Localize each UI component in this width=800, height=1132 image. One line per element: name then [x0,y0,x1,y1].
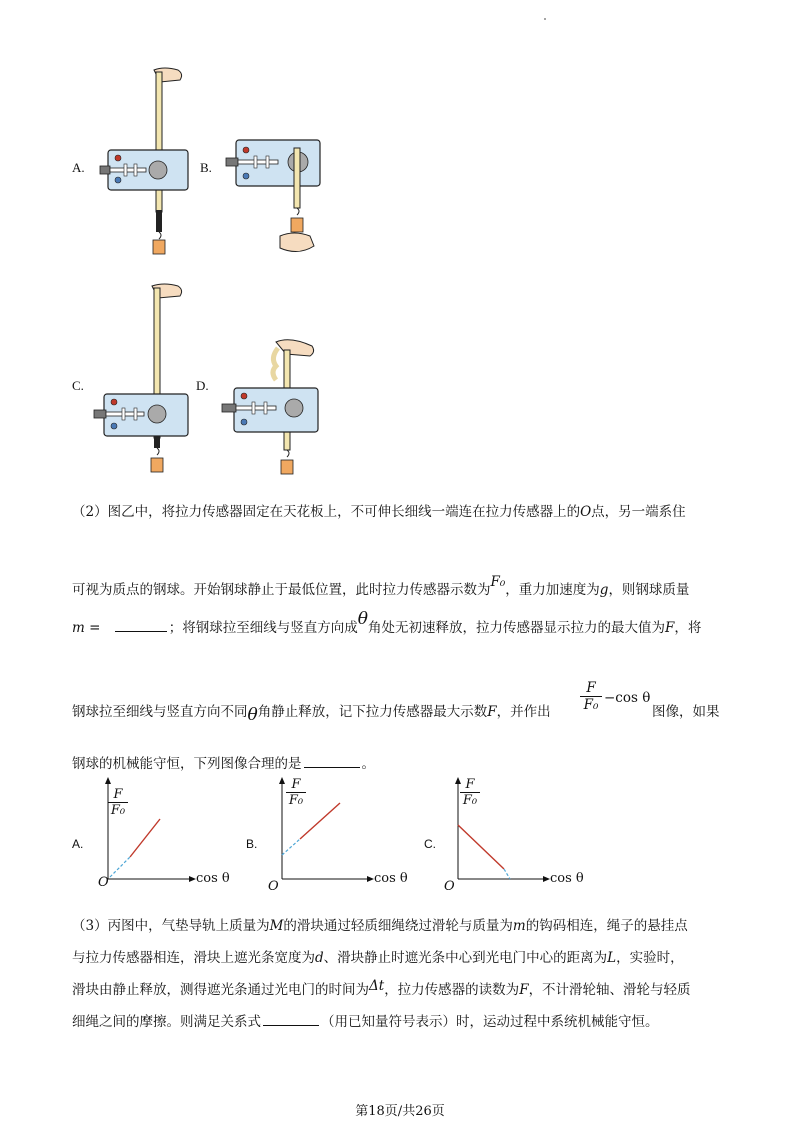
weight-icon [151,458,163,472]
graph-axes [102,775,198,885]
minus-cos-theta: −cos θ [604,690,651,706]
text: 的滑块通过轻质细绳绕过滑轮与质量为 [283,918,513,934]
part3-line-2 [72,946,684,966]
x-axis-label: cos θ [550,871,584,886]
text: ，实验时， [616,950,684,966]
text: 点，另一端系住 [591,504,686,520]
graph-option-b [246,775,436,895]
apparatus-b-figure [224,128,334,263]
var-m: m [512,918,526,934]
part3-line-1 [72,914,688,934]
origin-label: O [268,879,279,894]
var-big-m: M [269,918,284,934]
hand-icon [280,233,314,252]
graph-axes [276,775,376,887]
text: 。 [361,756,375,772]
var-l: L [607,950,617,966]
origin-label: O [444,879,455,894]
y-numerator: F [291,777,301,792]
text: ，将 [674,620,702,636]
text: = [84,620,101,636]
var-g: g [599,582,609,598]
var-f: F [664,620,675,636]
var-theta: θ [247,705,258,725]
text: ，不计滑轮轴、滑轮与轻质 [528,982,691,998]
option-label-c: C. [72,378,84,393]
part2-line-5 [72,752,375,772]
var-d: d [315,950,324,966]
text: 滑块由静止释放，测得遮光条通过光电门的时间为 [72,982,369,998]
text: ，拉力传感器的读数为 [384,982,520,998]
text: ；将钢球拉至细线与竖直方向成 [168,620,358,636]
x-axis-label: cos θ [374,871,408,886]
graph-option-c [424,775,624,895]
text: 与拉力传感器相连，滑块上遮光条宽度为 [72,950,315,966]
y-denominator: F₀ [108,802,128,818]
text: 可视为质点的钢球。开始钢球静止于最低位置，此时拉力传感器示数为 [72,582,491,598]
text: （3）丙图中，气垫导轨上质量为 [72,918,270,934]
graph-axes [452,775,552,887]
part3-line-4 [72,1010,659,1030]
text: 细绳之间的摩擦。则满足关系式 [72,1014,261,1030]
apparatus-a-figure [96,60,196,260]
answer-blank-mass[interactable] [115,617,167,632]
fraction-numerator: F [586,680,596,696]
option-label-b: B. [200,160,212,175]
text: 角静止释放，记下拉力传感器最大示数 [257,704,488,720]
graph-label: C. [424,837,436,851]
text: ，则钢球质量 [608,582,690,598]
text: 钢球的机械能守恒，下列图像合理的是 [72,756,302,772]
option-label-a: A. [72,160,85,175]
weight-icon [153,240,165,254]
origin-label: O [98,875,109,890]
var-o: O [580,504,592,520]
option-label-d: D. [196,378,209,393]
var-m: m [72,620,85,636]
text: 图像，如果 [652,704,720,720]
x-axis-label: cos θ [196,871,230,886]
var-f0: F₀ [490,574,506,590]
graph-option-a [72,775,252,895]
text: ，并作出 [496,704,551,720]
weight-icon [291,218,303,232]
part2-line-2 [72,574,690,598]
y-numerator: F [465,777,475,792]
answer-blank-graph[interactable] [304,753,360,768]
y-denominator: F₀ [460,792,480,808]
part2-line-1 [72,500,686,520]
apparatus-c-figure [92,276,202,481]
weight-icon [281,460,293,474]
apparatus-d-figure [218,336,328,481]
var-f: F [519,982,529,998]
text: 角处无初速释放，拉力传感器显示拉力的最大值为 [367,620,665,636]
stray-dot [544,18,546,20]
text: 的钩码相连，绳子的悬挂点 [525,918,688,934]
text: （2）图乙中，将拉力传感器固定在天花板上，不可伸长细线一端连在拉力传感器上的 [72,504,581,520]
page-footer: 第18页/共26页 [355,1104,445,1119]
answer-blank-relation[interactable] [263,1011,319,1026]
part2-line-3 [72,609,702,637]
y-numerator: F [113,787,123,802]
y-denominator: F₀ [286,792,306,808]
var-f: F [487,704,497,720]
graph-label: A. [72,837,84,851]
fraction-f-over-f0 [580,680,602,713]
part3-line-3 [72,978,691,998]
text: 钢球拉至细线与竖直方向不同 [72,704,248,720]
var-delta-t: Δt [369,978,385,994]
graph-label: B. [246,837,258,851]
text: 、滑块静止时遮光条中心到光电门中心的距离为 [323,950,608,966]
text: ，重力加速度为 [505,582,600,598]
text: （用已知量符号表示）时，运动过程中系统机械能守恒。 [321,1014,659,1030]
var-theta: θ [357,609,368,629]
part2-line-4 [72,700,551,725]
hand-icon [276,340,314,356]
fraction-denominator: F₀ [580,696,602,713]
